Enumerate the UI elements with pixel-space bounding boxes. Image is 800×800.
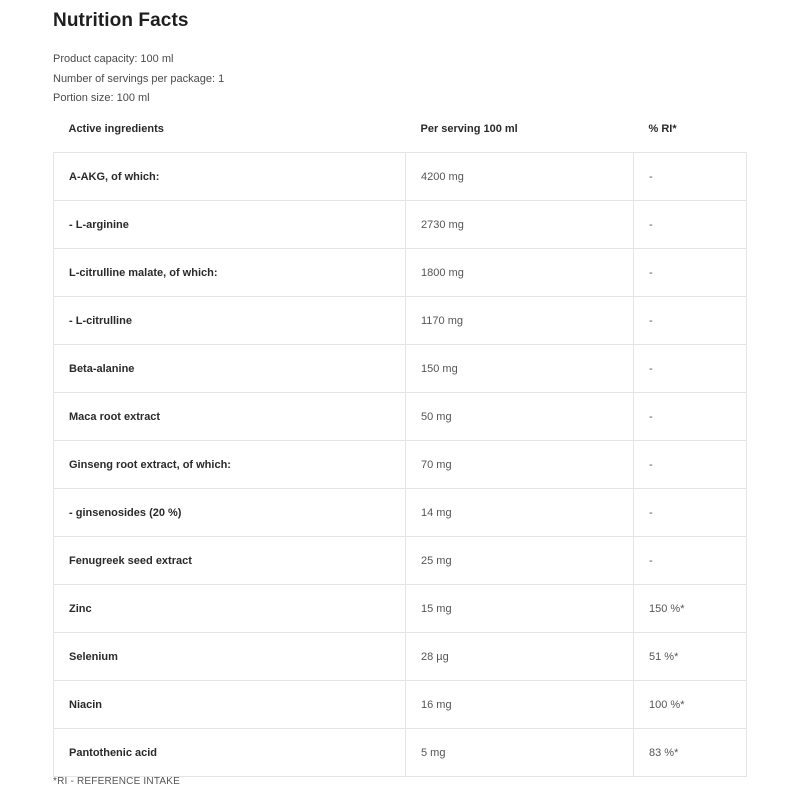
table-row xyxy=(54,537,747,585)
ingredient-ri: 51 %* xyxy=(634,633,747,681)
ingredient-name: A-AKG, of which: xyxy=(54,153,406,201)
ingredient-name: Pantothenic acid xyxy=(54,729,406,777)
table-row xyxy=(54,585,747,633)
ingredient-amount: 28 µg xyxy=(406,633,634,681)
ingredient-ri: - xyxy=(634,153,747,201)
product-meta xyxy=(53,50,224,109)
header-ri: % RI* xyxy=(648,122,677,135)
ingredient-amount: 150 mg xyxy=(406,345,634,393)
ingredient-amount: 4200 mg xyxy=(406,153,634,201)
ingredient-amount: 50 mg xyxy=(406,393,634,441)
ingredient-amount: 70 mg xyxy=(406,441,634,489)
ingredient-amount: 25 mg xyxy=(406,537,634,585)
servings-per-package: Number of servings per package: 1 xyxy=(53,72,225,85)
table-row xyxy=(54,201,747,249)
ingredient-amount: 16 mg xyxy=(406,681,634,729)
ingredient-name: Maca root extract xyxy=(54,393,406,441)
portion-size: Portion size: 100 ml xyxy=(53,92,150,104)
ingredient-name: - ginsenosides (20 %) xyxy=(54,489,406,537)
ingredient-amount: 2730 mg xyxy=(406,201,634,249)
ingredient-name: Beta-alanine xyxy=(54,345,406,393)
ingredient-ri: - xyxy=(634,537,747,585)
table-row xyxy=(54,249,747,297)
table-row xyxy=(54,393,747,441)
ingredient-ri: - xyxy=(634,345,747,393)
ingredient-ri: - xyxy=(634,441,747,489)
ingredient-ri: - xyxy=(634,249,747,297)
table-row xyxy=(54,441,747,489)
table-row xyxy=(54,729,747,777)
ingredient-name: Ginseng root extract, of which: xyxy=(54,441,406,489)
ingredient-name: - L-citrulline xyxy=(54,297,406,345)
table-row xyxy=(54,297,747,345)
ingredient-name: L-citrulline malate, of which: xyxy=(54,249,406,297)
ingredient-name: Selenium xyxy=(54,633,406,681)
header-per-serving: Per serving 100 ml xyxy=(420,122,518,135)
nutrition-table xyxy=(53,105,747,777)
product-capacity: Product capacity: 100 ml xyxy=(53,53,174,65)
ingredient-name: Fenugreek seed extract xyxy=(54,537,406,585)
table-row xyxy=(54,345,747,393)
ingredient-amount: 1170 mg xyxy=(406,297,634,345)
table-row xyxy=(54,681,747,729)
ingredient-ri: - xyxy=(634,201,747,249)
ingredient-ri: - xyxy=(634,393,747,441)
ingredient-ri: 100 %* xyxy=(634,681,747,729)
reference-intake-footnote: *RI - REFERENCE INTAKE xyxy=(53,776,181,787)
ingredient-amount: 15 mg xyxy=(406,585,634,633)
table-row xyxy=(54,153,747,201)
ingredient-amount: 5 mg xyxy=(406,729,634,777)
table-row xyxy=(54,489,747,537)
ingredient-name: - L-arginine xyxy=(54,201,406,249)
ingredient-ri: - xyxy=(634,489,747,537)
ingredient-name: Niacin xyxy=(54,681,406,729)
ingredient-ri: - xyxy=(634,297,747,345)
header-active-ingredients: Active ingredients xyxy=(68,122,164,135)
ingredient-amount: 14 mg xyxy=(406,489,634,537)
ingredient-ri: 150 %* xyxy=(634,585,747,633)
table-row xyxy=(54,633,747,681)
ingredient-amount: 1800 mg xyxy=(406,249,634,297)
ingredient-name: Zinc xyxy=(54,585,406,633)
ingredient-ri: 83 %* xyxy=(634,729,747,777)
page-title: Nutrition Facts xyxy=(53,10,189,31)
table-header-row xyxy=(54,105,747,153)
